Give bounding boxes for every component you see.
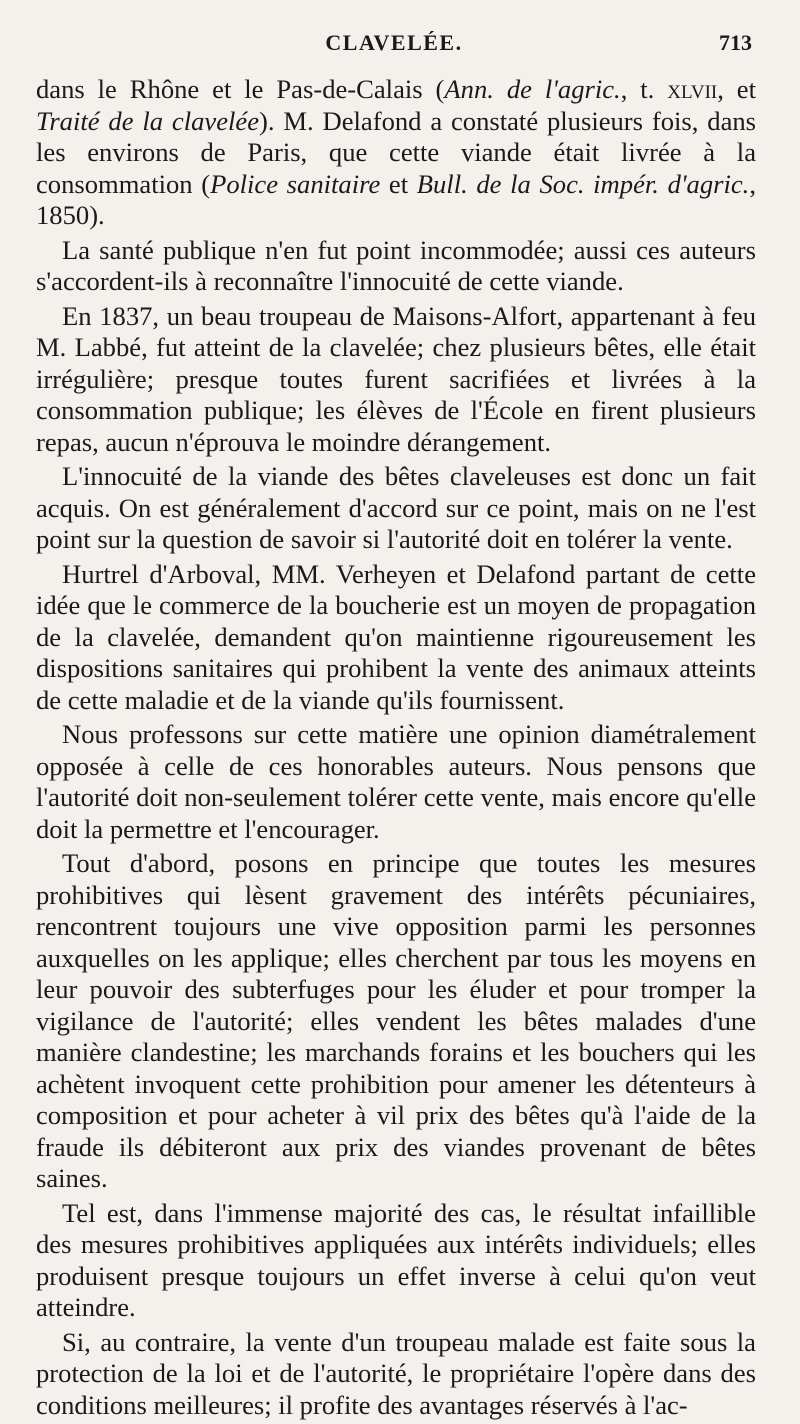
running-title: CLAVELÉE. <box>325 30 463 55</box>
p1-text-6: , 1850). <box>36 168 756 230</box>
p1-volume: xlvii <box>667 74 718 104</box>
paragraph-1 <box>36 74 756 232</box>
body-text <box>36 74 756 1424</box>
running-head <box>36 30 752 60</box>
p1-citation-1: Ann. de l'agric. <box>444 74 621 104</box>
paragraph-6: Nous professons sur cette matière une opinion diamétralement opposée à celle de ces honorables auteurs. Nous pensons que l'autorité doit non-seulement tolérer cette vente, mais encore qu'elle doit la permettre et l'encourager. <box>36 719 756 844</box>
p1-text-5: et <box>380 168 417 199</box>
p1-text-4: ). M. Delafond a constaté plusieurs fois, dans les environs de Paris, que cette viande était livrée à la consommation ( <box>36 105 757 199</box>
paragraph-7: Tout d'abord, posons en principe que toutes les mesures prohibitives qui lèsent gravement des intérêts pécuniaires, rencontrent toujours une vive opposition parmi les personnes auxquelles on les applique; elles cherchent par tous les moyens en leur pouvoir des subterfuges pour les éluder et pour tromper la vigilance de l'autorité; elles vendent les bêtes malades d'une manière clandestine; les marchands forains et les bouchers qui les achètent invoquent cette prohibition pour amener les détenteurs à composition et pour acheter à vil prix des bêtes qu'à l'aide de la fraude ils débiteront aux prix des viandes provenant de bêtes saines. <box>36 848 756 1193</box>
paragraph-4: L'innocuité de la viande des bêtes claveleuses est donc un fait acquis. On est généralement d'accord sur ce point, mais on ne l'est point sur la question de savoir si l'autorité doit en tolérer la vente. <box>36 461 756 554</box>
paragraph-2: La santé publique n'en fut point incommodée; aussi ces auteurs s'accordent-ils à reconnaître l'innocuité de cette viande. <box>36 234 756 296</box>
page-number: 713 <box>719 30 752 55</box>
p1-text-3: , et <box>717 74 757 104</box>
paragraph-8: Tel est, dans l'immense majorité des cas, le résultat infaillible des mesures prohibitives appliquées aux intérêts individuels; elles produisent presque toujours un effet inverse à celui qu'on veut atteindre. <box>36 1197 756 1322</box>
p1-citation-3: Police sanitaire <box>210 168 381 199</box>
p1-text-1: dans le Rhône et le Pas-de-Calais ( <box>36 74 445 104</box>
p1-text-2: , t. <box>620 74 668 104</box>
paragraph-3: En 1837, un beau troupeau de Maisons-Alfort, appartenant à feu M. Labbé, fut atteint de la clavelée; chez plusieurs bêtes, elle était irrégulière; presque toutes furent sacrifiées et livrées à la consommation publique; les élèves de l'École en firent plusieurs repas, aucun n'éprouva le moindre dérangement. <box>36 300 756 457</box>
p1-citation-4: Bull. de la Soc. impér. d'agric. <box>416 168 750 199</box>
paragraph-5: Hurtrel d'Arboval, MM. Verheyen et Delafond partant de cette idée que le commerce de la boucherie est un moyen de propagation de la clavelée, demandent qu'on maintienne rigoureusement les dispositions sanitaires qui prohibent la vente des animaux atteints de cette maladie et de la viande qu'ils fournissent. <box>36 558 756 715</box>
paragraph-9: Si, au contraire, la vente d'un troupeau malade est faite sous la protection de la loi et de l'autorité, le propriétaire l'opère dans des conditions meilleures; il profite des avantages réservés à l'ac- <box>36 1326 756 1420</box>
p1-citation-2: Traité de la clavelée <box>36 105 260 136</box>
